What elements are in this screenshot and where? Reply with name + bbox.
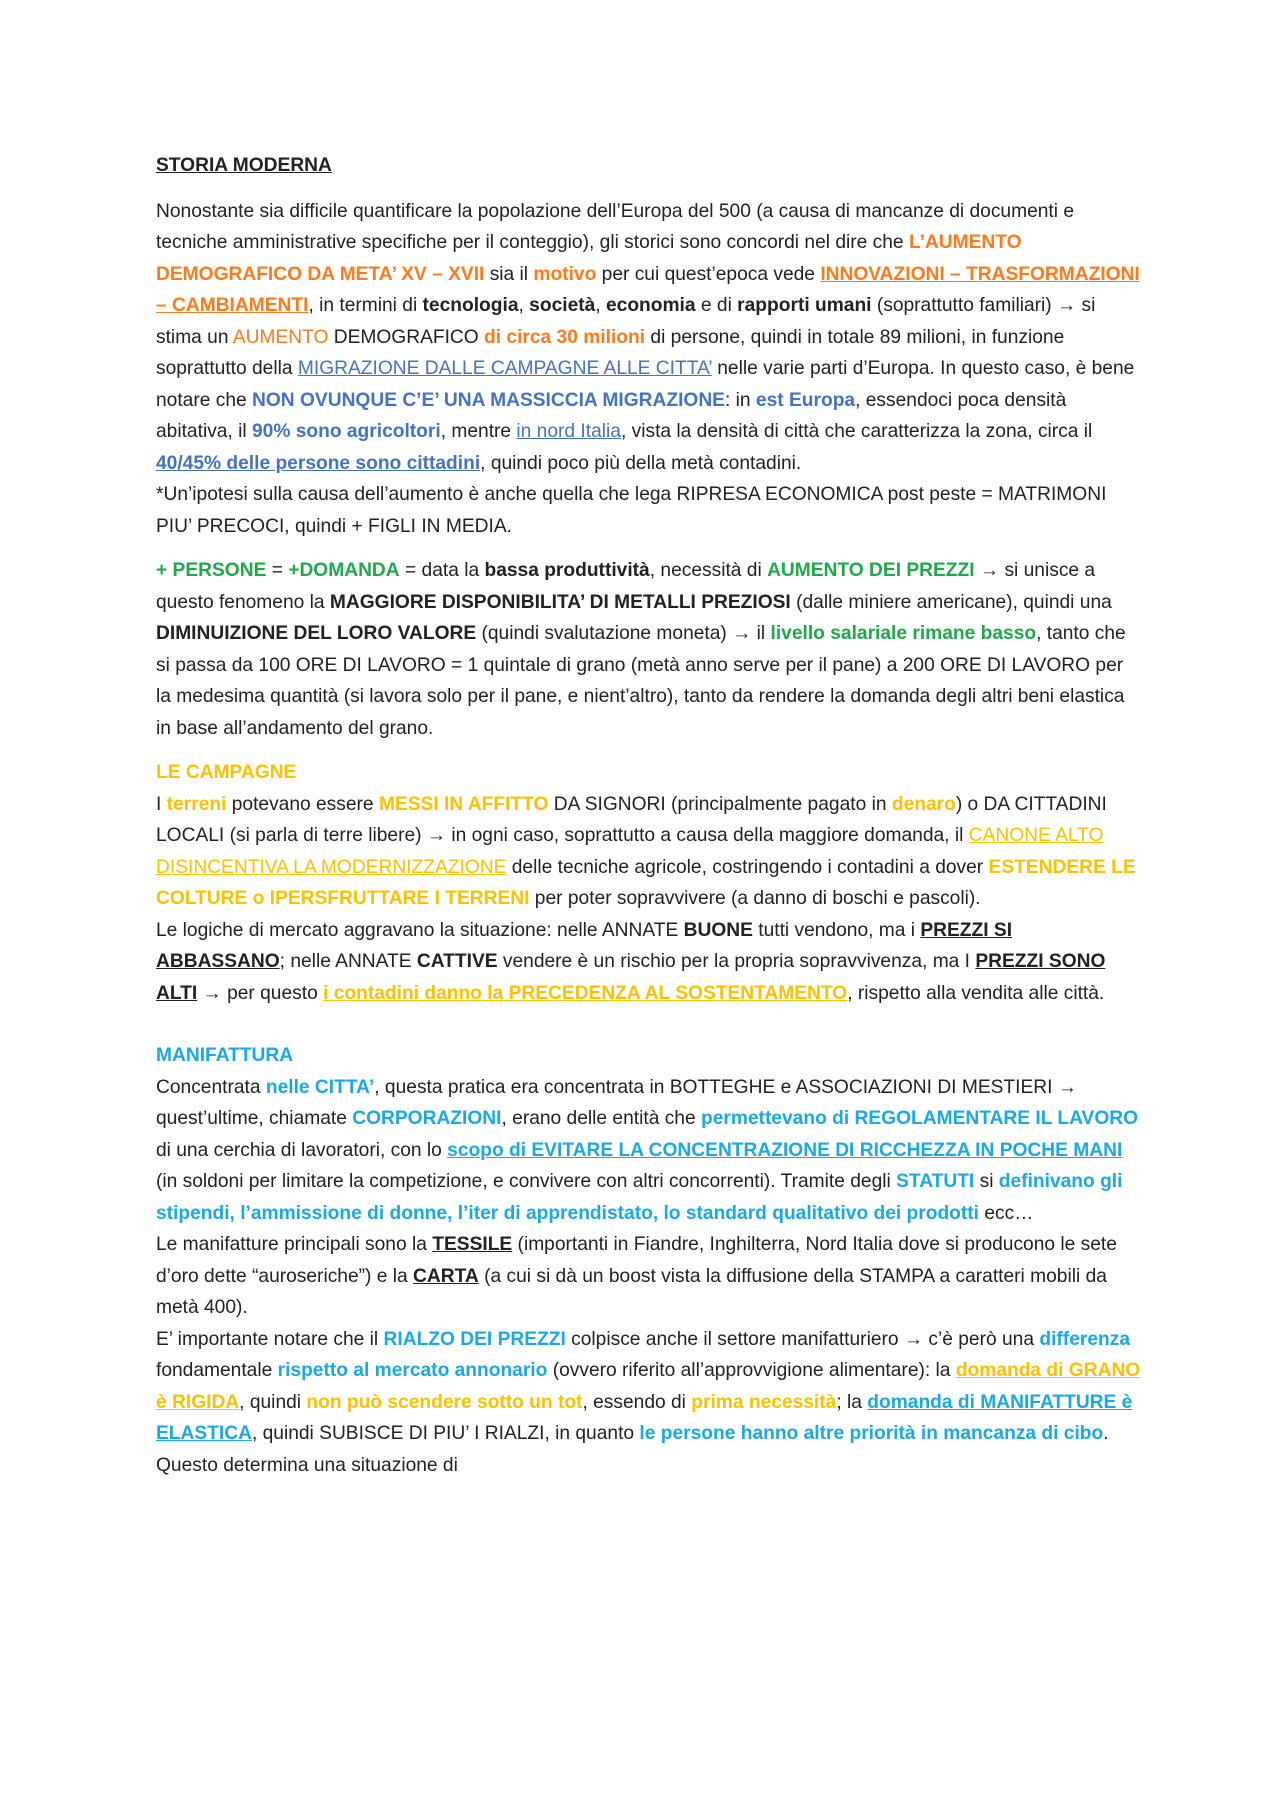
paragraph-campagne-mercato: Le logiche di mercato aggravano la situazione: nelle ANNATE BUONE tutti vendono, ma i PREZZI SI ABBASSANO; nelle ANNATE CATTIVE vendere è un rischio per la propria sopravvivenza, ma I PREZZI SONO ALTI → per questo i contadini danno la PRECEDENZA AL SOSTENTAMENTO, rispetto alla vendita alle città. — [156, 919, 1106, 1004]
paragraph-ipotesi: *Un’ipotesi sulla causa dell’aumento è anche quella che lega RIPRESA ECONOMICA post peste = MATRIMONI PIU’ PRECOCI, quindi + FIGLI IN MEDIA. — [156, 484, 1107, 537]
paragraph-manifattura-corporazioni: Concentrata nelle CITTA’, questa pratica era concentrata in BOTTEGHE e ASSOCIAZIONI DI MESTIERI → quest’ultime, chiamate CORPORAZIONI, erano delle entità che permettevano di REGOLAMENTARE IL LAVORO di una cerchia di lavoratori, con lo scopo di EVITARE LA CONCENTRAZIONE DI RICCHEZZA IN POCHE MANI (in soldoni per limitare la competizione, e convivere con altri concorrenti). Tramite degli STATUTI si definivano gli stipendi, l’ammissione di donne, l’iter di apprendistato, lo standard qualitativo dei prodotti ecc… — [156, 1076, 1139, 1224]
heading-campagne: LE CAMPAGNE — [156, 762, 297, 783]
paragraph-prezzi: + PERSONE = +DOMANDA = data la bassa produttività, necessità di AUMENTO DEI PREZZI → si unisce a questo fenomeno la MAGGIORE DISPONIBILITA’ DI METALLI PREZIOSI (dalle miniere americane), quindi una DIMINUIZIONE DEL LORO VALORE (quindi svalutazione moneta) → il livello salariale rimane basso, tanto che si passa da 100 ORE DI LAVORO = 1 quintale di grano (metà anno serve per il pane) a 200 ORE DI LAVORO per la medesima quantità (si lavora solo per il pane, e nient’altro), tanto da rendere la domanda degli altri beni elastica in base all’andamento del grano. — [156, 560, 1126, 739]
paragraph-manifattura-prezzi: E’ importante notare che il RIALZO DEI PREZZI colpisce anche il settore manifatturiero → c’è però una differenza fondamentale rispetto al mercato annonario (ovvero riferito all’approvvigione alimentare): la domanda di GRANO è RIGIDA, quindi non può scendere sotto un tot, essendo di prima necessità; la domanda di MANIFATTURE è ELASTICA, quindi SUBISCE DI PIU’ I RIALZI, in quanto le persone hanno altre priorità in mancanza di cibo. Questo determina una situazione di — [156, 1328, 1141, 1476]
paragraph-demografia: Nonostante sia difficile quantificare la popolazione dell’Europa del 500 (a causa di mancanze di documenti e tecniche amministrative specifiche per il conteggio), gli storici sono concordi nel dire che L’AUMENTO DEMOGRAFICO DA META’ XV – XVII sia il motivo per cui quest’epoca vede INNOVAZIONI – TRASFORMAZIONI – CAMBIAMENTI, in termini di tecnologia, società, economia e di rapporti umani (soprattutto familiari) → si stima un AUMENTO DEMOGRAFICO di circa 30 milioni di persone, quindi in totale 89 milioni, in funzione soprattutto della MIGRAZIONE DALLE CAMPAGNE ALLE CITTA’ nelle varie parti d’Europa. In questo caso, è bene notare che NON OVUNQUE C’E’ UNA MASSICCIA MIGRAZIONE: in est Europa, essendoci poca densità abitativa, il 90% sono agricoltori, mentre in nord Italia, vista la densità di città che caratterizza la zona, circa il 40/45% delle persone sono cittadini, quindi poco più della metà contadini. — [156, 200, 1140, 474]
paragraph-manifattura-principali: Le manifatture principali sono la TESSILE (importanti in Fiandre, Inghilterra, Nord Italia dove si producono le sete d’oro dette “auroseriche”) e la CARTA (a cui si dà un boost vista la diffusione della STAMPA a caratteri mobili da metà 400). — [156, 1234, 1117, 1318]
heading-manifattura: MANIFATTURA — [156, 1045, 294, 1066]
page-title: STORIA MODERNA — [156, 155, 332, 176]
paragraph-campagne-terreni: I terreni potevano essere MESSI IN AFFITTO DA SIGNORI (principalmente pagato in denaro) o DA CITTADINI LOCALI (si parla di terre libere) → in ogni caso, soprattutto a causa della maggiore domanda, il CANONE ALTO DISINCENTIVA LA MODERNIZZAZIONE delle tecniche agricole, costringendo i contadini a dover ESTENDERE LE COLTURE o IPERSFRUTTARE I TERRENI per poter sopravvivere (a danno di boschi e pascoli). — [156, 793, 1136, 909]
document-page — [156, 150, 1141, 1481]
